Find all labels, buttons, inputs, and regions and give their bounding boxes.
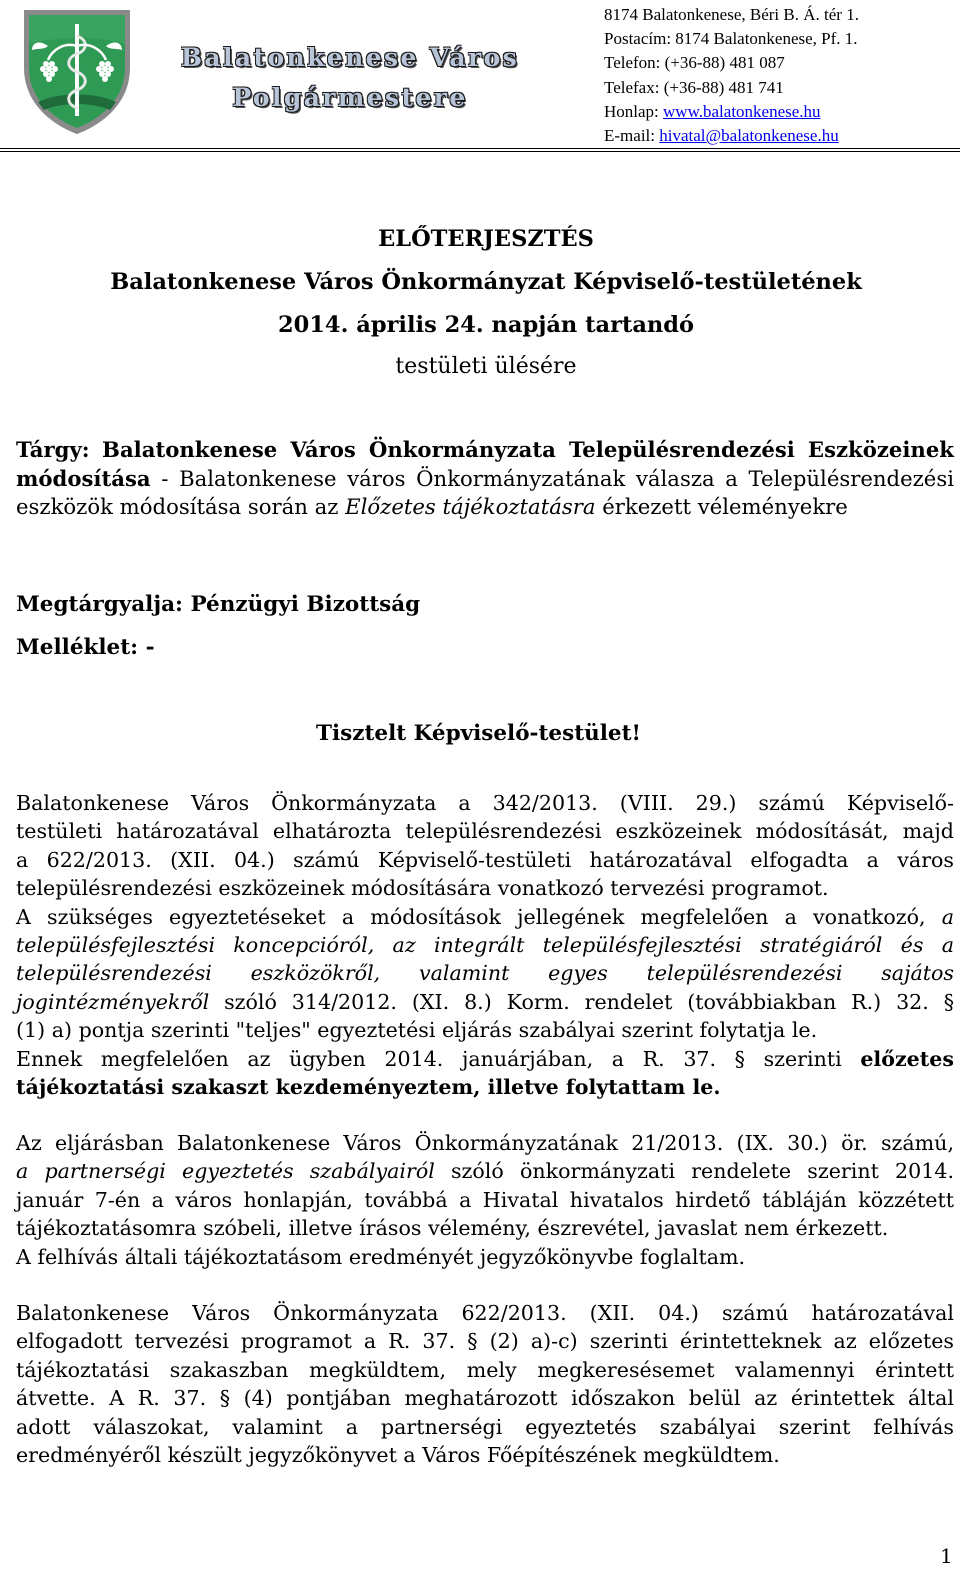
p2-text: szóló önkormányzati rendelete szerint 2014. bbox=[434, 1159, 954, 1184]
paragraph-3 bbox=[16, 1299, 954, 1469]
p1-line: településrendezési eszközeinek módosítására vonatkozó tervezési programot. bbox=[16, 876, 829, 901]
p2-italic: a partnerségi egyeztetés szabályairól bbox=[16, 1159, 435, 1184]
city-crest-icon bbox=[18, 6, 136, 138]
meeting-date: 2014. április 24. napján tartandó bbox=[277, 312, 695, 338]
org-name bbox=[160, 38, 540, 118]
website-link[interactable]: www.balatonkenese.hu bbox=[663, 101, 821, 121]
subject-text: - Balatonkenese város Önkormányzatának válasza a Településrendezési eszközök módosítása során az bbox=[16, 465, 954, 520]
p1-line bbox=[16, 903, 954, 931]
p2-line: január 7-én a város honlapján, továbbá a Hivatal hivatalos hirdető tábláján közzétett bbox=[16, 1187, 954, 1212]
postal-address: Postacím: 8174 Balatonkenese, Pf. 1. bbox=[604, 29, 858, 49]
greeting: Tisztelt Képviselő-testület! bbox=[316, 721, 641, 746]
p1-text: A szükséges egyeztetéseket a módosítások jellegének megfelelően a vonatkozó, bbox=[16, 904, 942, 929]
p1-line: testületi határozatával elhatározta településrendezési eszközeinek módosítását, majd bbox=[16, 819, 954, 844]
p2-line: tájékoztatásomra szóbeli, illetve írásos vélemény, észrevétel, javaslat nem érkezett. bbox=[16, 1216, 889, 1241]
document-heading: ELŐTERJESZTÉS bbox=[378, 226, 594, 252]
p1-text: Ennek megfelelően az ügyben 2014. januárjában, a R. 37. § szerinti bbox=[16, 1046, 861, 1071]
document-addressee: Balatonkenese Város Önkormányzat Képviselő-testületének bbox=[110, 269, 862, 295]
address: 8174 Balatonkenese, Béri B. Á. tér 1. bbox=[604, 5, 859, 24]
subject-text-end: érkezett véleményekre bbox=[595, 494, 848, 520]
website-label: Honlap: bbox=[604, 101, 664, 121]
phone: Telefon: (+36-88) 481 087 bbox=[604, 53, 785, 73]
org-name-line2: Polgármestere bbox=[232, 83, 468, 112]
p3-line: Balatonkenese Város Önkormányzata 622/2013. (XII. 04.) számú határozatával bbox=[16, 1301, 954, 1325]
email-link[interactable]: hivatal@balatonkenese.hu bbox=[659, 126, 839, 146]
discussed-by: Megtárgyalja: Pénzügyi Bizottság bbox=[16, 592, 421, 617]
paragraph-1 bbox=[16, 789, 954, 1101]
email-line bbox=[604, 124, 859, 148]
meeting-type: testületi ülésére bbox=[395, 354, 577, 379]
p1-line: a 622/2013. (XII. 04.) számú Képviselő-testületi határozatával elfogadta a város bbox=[16, 847, 954, 872]
p1-line: településfejlesztési koncepcióról, az integrált településfejlesztési stratégiáról és a bbox=[16, 933, 954, 958]
p3-line: elfogadott tervezési programot a R. 37. § (2) a)-c) szerinti érintetteknek az előzetes bbox=[16, 1329, 954, 1354]
p1-line: tájékoztatási szakaszt kezdeményeztem, illetve folytattam le. bbox=[16, 1075, 721, 1100]
org-name-line1: Balatonkenese Város bbox=[180, 43, 520, 72]
website-line bbox=[604, 100, 859, 124]
p2-line: A felhívás általi tájékoztatásom eredményét jegyzőkönyvbe foglaltam. bbox=[16, 1244, 746, 1269]
p1-italic: jogintézményekről bbox=[16, 989, 210, 1014]
p1-line bbox=[16, 1045, 954, 1073]
header-divider bbox=[0, 148, 960, 152]
paragraph-2 bbox=[16, 1129, 954, 1271]
p1-line: Balatonkenese Város Önkormányzata a 342/2013. (VIII. 29.) számú Képviselő- bbox=[16, 791, 954, 815]
p3-line: adott válaszokat, valamint a partnerségi egyeztetés szabályai szerint felhívás bbox=[16, 1414, 954, 1439]
contact-block bbox=[604, 3, 859, 148]
p1-bold: előzetes bbox=[860, 1046, 954, 1071]
p2-line bbox=[16, 1157, 954, 1185]
fax: Telefax: (+36-88) 481 741 bbox=[604, 77, 784, 97]
p3-line: eredményéről készült jegyzőkönyvet a Város Főépítészének megküldtem. bbox=[16, 1443, 780, 1468]
subject-block bbox=[16, 436, 954, 522]
p3-line: tájékoztatási szakaszban megküldtem, mely megkeresésemet valamennyi érintett bbox=[16, 1357, 954, 1382]
letterhead bbox=[0, 0, 960, 152]
p1-line: (1) a) pontja szerinti "teljes" egyeztetési eljárás szabályai szerint folytatja le. bbox=[16, 1018, 818, 1043]
p2-line: Az eljárásban Balatonkenese Város Önkormányzatának 21/2013. (IX. 30.) ör. számú, bbox=[16, 1131, 954, 1155]
attachment: Melléklet: - bbox=[16, 635, 155, 660]
subject-italic: Előzetes tájékoztatásra bbox=[345, 494, 596, 520]
page-number: 1 bbox=[940, 1544, 953, 1568]
p1-line bbox=[16, 988, 954, 1016]
p3-line: átvette. A R. 37. § (4) pontjában meghatározott időszakon belül az érintettek által bbox=[16, 1386, 954, 1411]
subject-label: Tárgy: bbox=[16, 437, 90, 462]
p1-italic: a bbox=[941, 904, 954, 929]
subject-title: Balatonkenese Város Önkormányzata Településrendezési Eszközeinek módosítása bbox=[16, 437, 954, 491]
email-label: E-mail: bbox=[604, 126, 660, 146]
p1-text: szóló 314/2012. (XI. 8.) Korm. rendelet (továbbiakban R.) 32. § bbox=[209, 989, 954, 1014]
p1-line: településrendezési eszközökről, valamint egyes településrendezési sajátos bbox=[16, 961, 954, 986]
